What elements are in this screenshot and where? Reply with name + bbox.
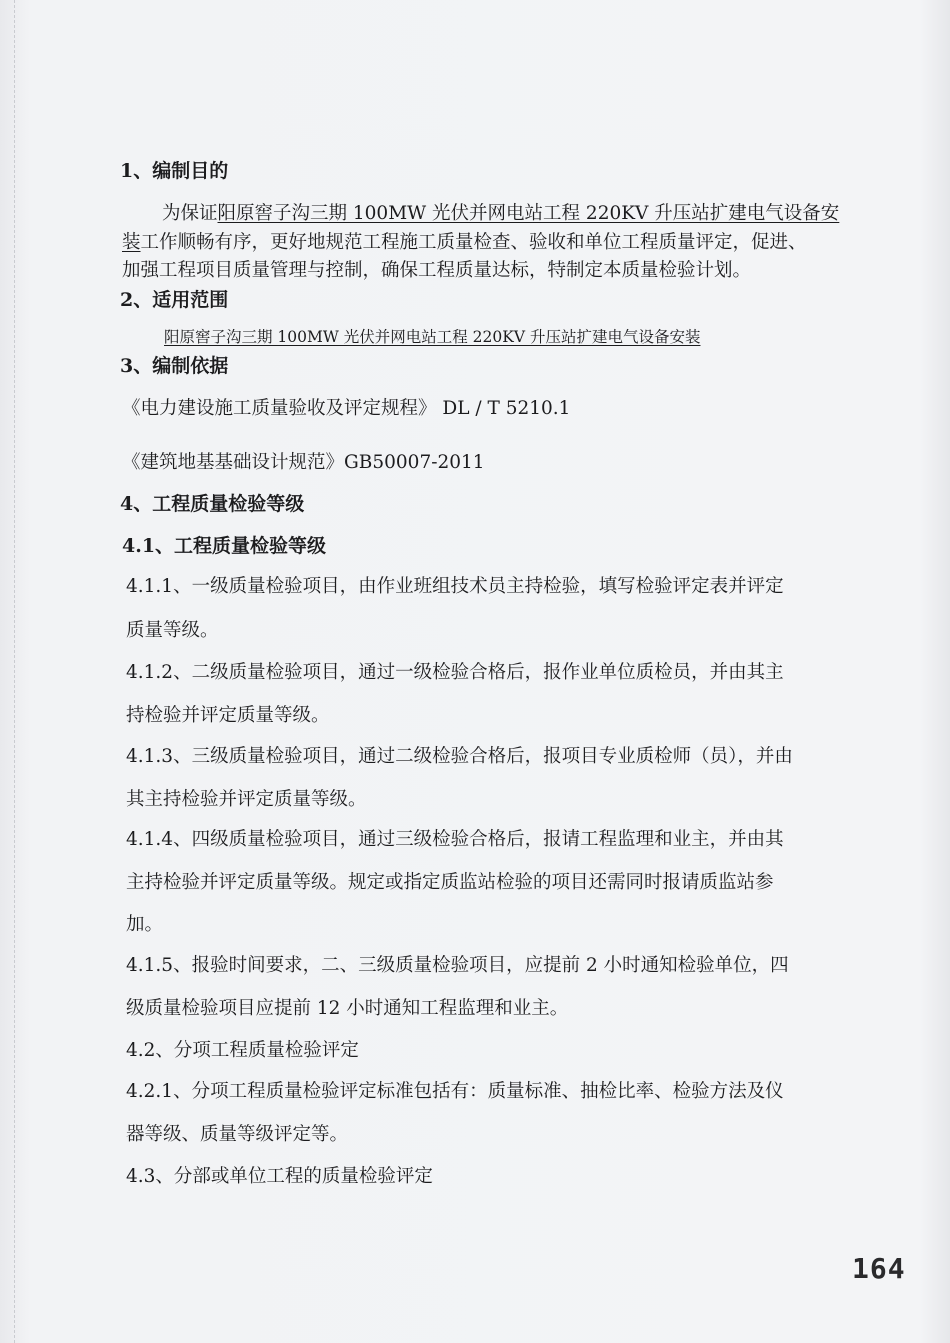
project-name-underlined-cont: 装: [122, 232, 141, 253]
section-1-line-1: [162, 199, 839, 225]
section-3-title: 3、编制依据: [120, 355, 229, 377]
para-4-1-3-line-1: 4.1.3、三级质量检验项目，通过二级检验合格后，报项目专业质检师（员），并由: [126, 746, 793, 767]
para-4-1-5-line-1: 4.1.5、报验时间要求，二、三级质量检验项目，应提前 2 小时通知检验单位，四: [126, 955, 789, 976]
reference-2: 《建筑地基基础设计规范》GB50007-2011: [122, 452, 485, 473]
text: 为保证: [162, 203, 218, 224]
section-1-line-3: 加强工程项目质量管理与控制，确保工程质量达标，特制定本质量检验计划。: [122, 260, 752, 281]
section-4-title: 4、工程质量检验等级: [120, 493, 305, 515]
section-1-line-2: [122, 228, 807, 254]
project-name-underlined: 阳原窖子沟三期 100MW 光伏并网电站工程 220KV 升压站扩建电气设备安: [217, 203, 840, 224]
para-4-1-2-line-2: 持检验并评定质量等级。: [126, 705, 330, 726]
para-4-1-5-line-2: 级质量检验项目应提前 12 小时通知工程监理和业主。: [126, 998, 569, 1019]
para-4-1-3-line-2: 其主持检验并评定质量等级。: [126, 789, 367, 810]
section-4-3-title: 4.3、分部或单位工程的质量检验评定: [126, 1166, 433, 1187]
page-number: 164: [852, 1252, 906, 1285]
para-4-2-1-line-2: 器等级、质量等级评定等。: [126, 1124, 349, 1145]
section-1-title: 1、编制目的: [120, 160, 229, 182]
para-4-1-4-line-2: 主持检验并评定质量等级。规定或指定质监站检验的项目还需同时报请质监站参: [126, 872, 774, 893]
para-4-1-4-line-3: 加。: [126, 914, 164, 935]
para-4-1-1-line-2: 质量等级。: [126, 620, 219, 641]
section-4-2-title: 4.2、分项工程质量检验评定: [126, 1040, 359, 1061]
text: 工作顺畅有序，更好地规范工程施工质量检查、验收和单位工程质量评定，促进、: [140, 232, 807, 253]
para-4-1-1-line-1: 4.1.1、一级质量检验项目，由作业班组技术员主持检验，填写检验评定表并评定: [126, 576, 784, 597]
section-4-1-title: 4.1、工程质量检验等级: [122, 535, 327, 557]
section-2-title: 2、适用范围: [120, 289, 229, 311]
para-4-2-1-line-1: 4.2.1、分项工程质量检验评定标准包括有：质量标准、抽检比率、检验方法及仪: [126, 1081, 784, 1102]
para-4-1-4-line-1: 4.1.4、四级质量检验项目，通过三级检验合格后，报请工程监理和业主，并由其: [126, 829, 784, 850]
scope-text: 阳原窖子沟三期 100MW 光伏并网电站工程 220KV 升压站扩建电气设备安装: [164, 328, 701, 346]
reference-1: 《电力建设施工质量验收及评定规程》 DL / T 5210.1: [122, 398, 571, 419]
binding-edge: [0, 0, 15, 1343]
para-4-1-2-line-1: 4.1.2、二级质量检验项目，通过一级检验合格后，报作业单位质检员，并由其主: [126, 662, 784, 683]
